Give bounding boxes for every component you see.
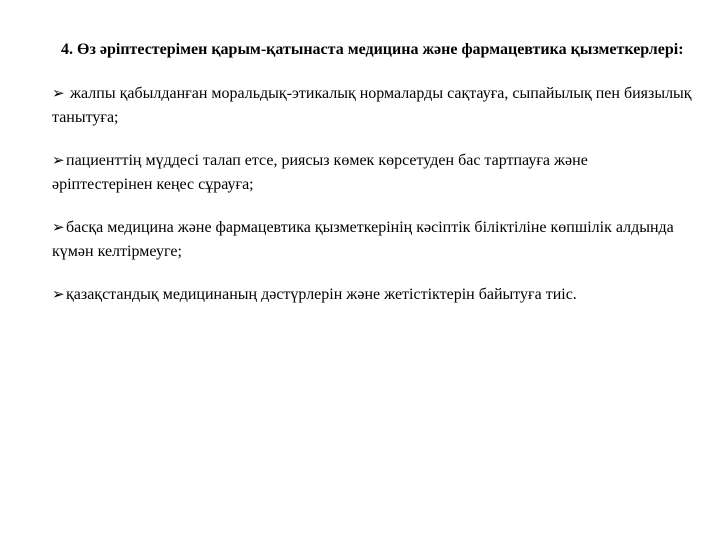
list-item [52,81,692,130]
arrowhead-bullet-icon: ➢ [52,84,65,102]
list-item [52,215,692,264]
arrowhead-bullet-icon: ➢ [52,151,65,169]
section-number: 4. [61,41,73,58]
slide-content [52,38,692,325]
list-item-text: қазақстандық медицинаның дәстүрлерін және жетістіктерін байытуға тиіс. [66,286,577,303]
section-heading [52,38,692,62]
arrowhead-bullet-icon: ➢ [52,218,65,236]
arrowhead-bullet-icon: ➢ [52,285,65,303]
list-item [52,148,692,197]
section-heading-text: Өз әріптестерімен қарым-қатынаста медицина және фармацевтика қызметкерлері: [77,41,684,58]
list-item [52,282,692,307]
list-item-text: пациенттің мүддесі талап етсе, риясыз көмек көрсетуден бас тартпауға және әріптестерінен кеңес сұрауға; [52,152,588,193]
list-item-text: басқа медицина және фармацевтика қызметкерінің кәсіптік біліктіліне көпшілік алдында күмән келтірмеуге; [52,219,674,260]
list-item-text: жалпы қабылданған моральдық-этикалық нормаларды сақтауға, сыпайылық пен биязылық танытуға; [52,85,692,126]
